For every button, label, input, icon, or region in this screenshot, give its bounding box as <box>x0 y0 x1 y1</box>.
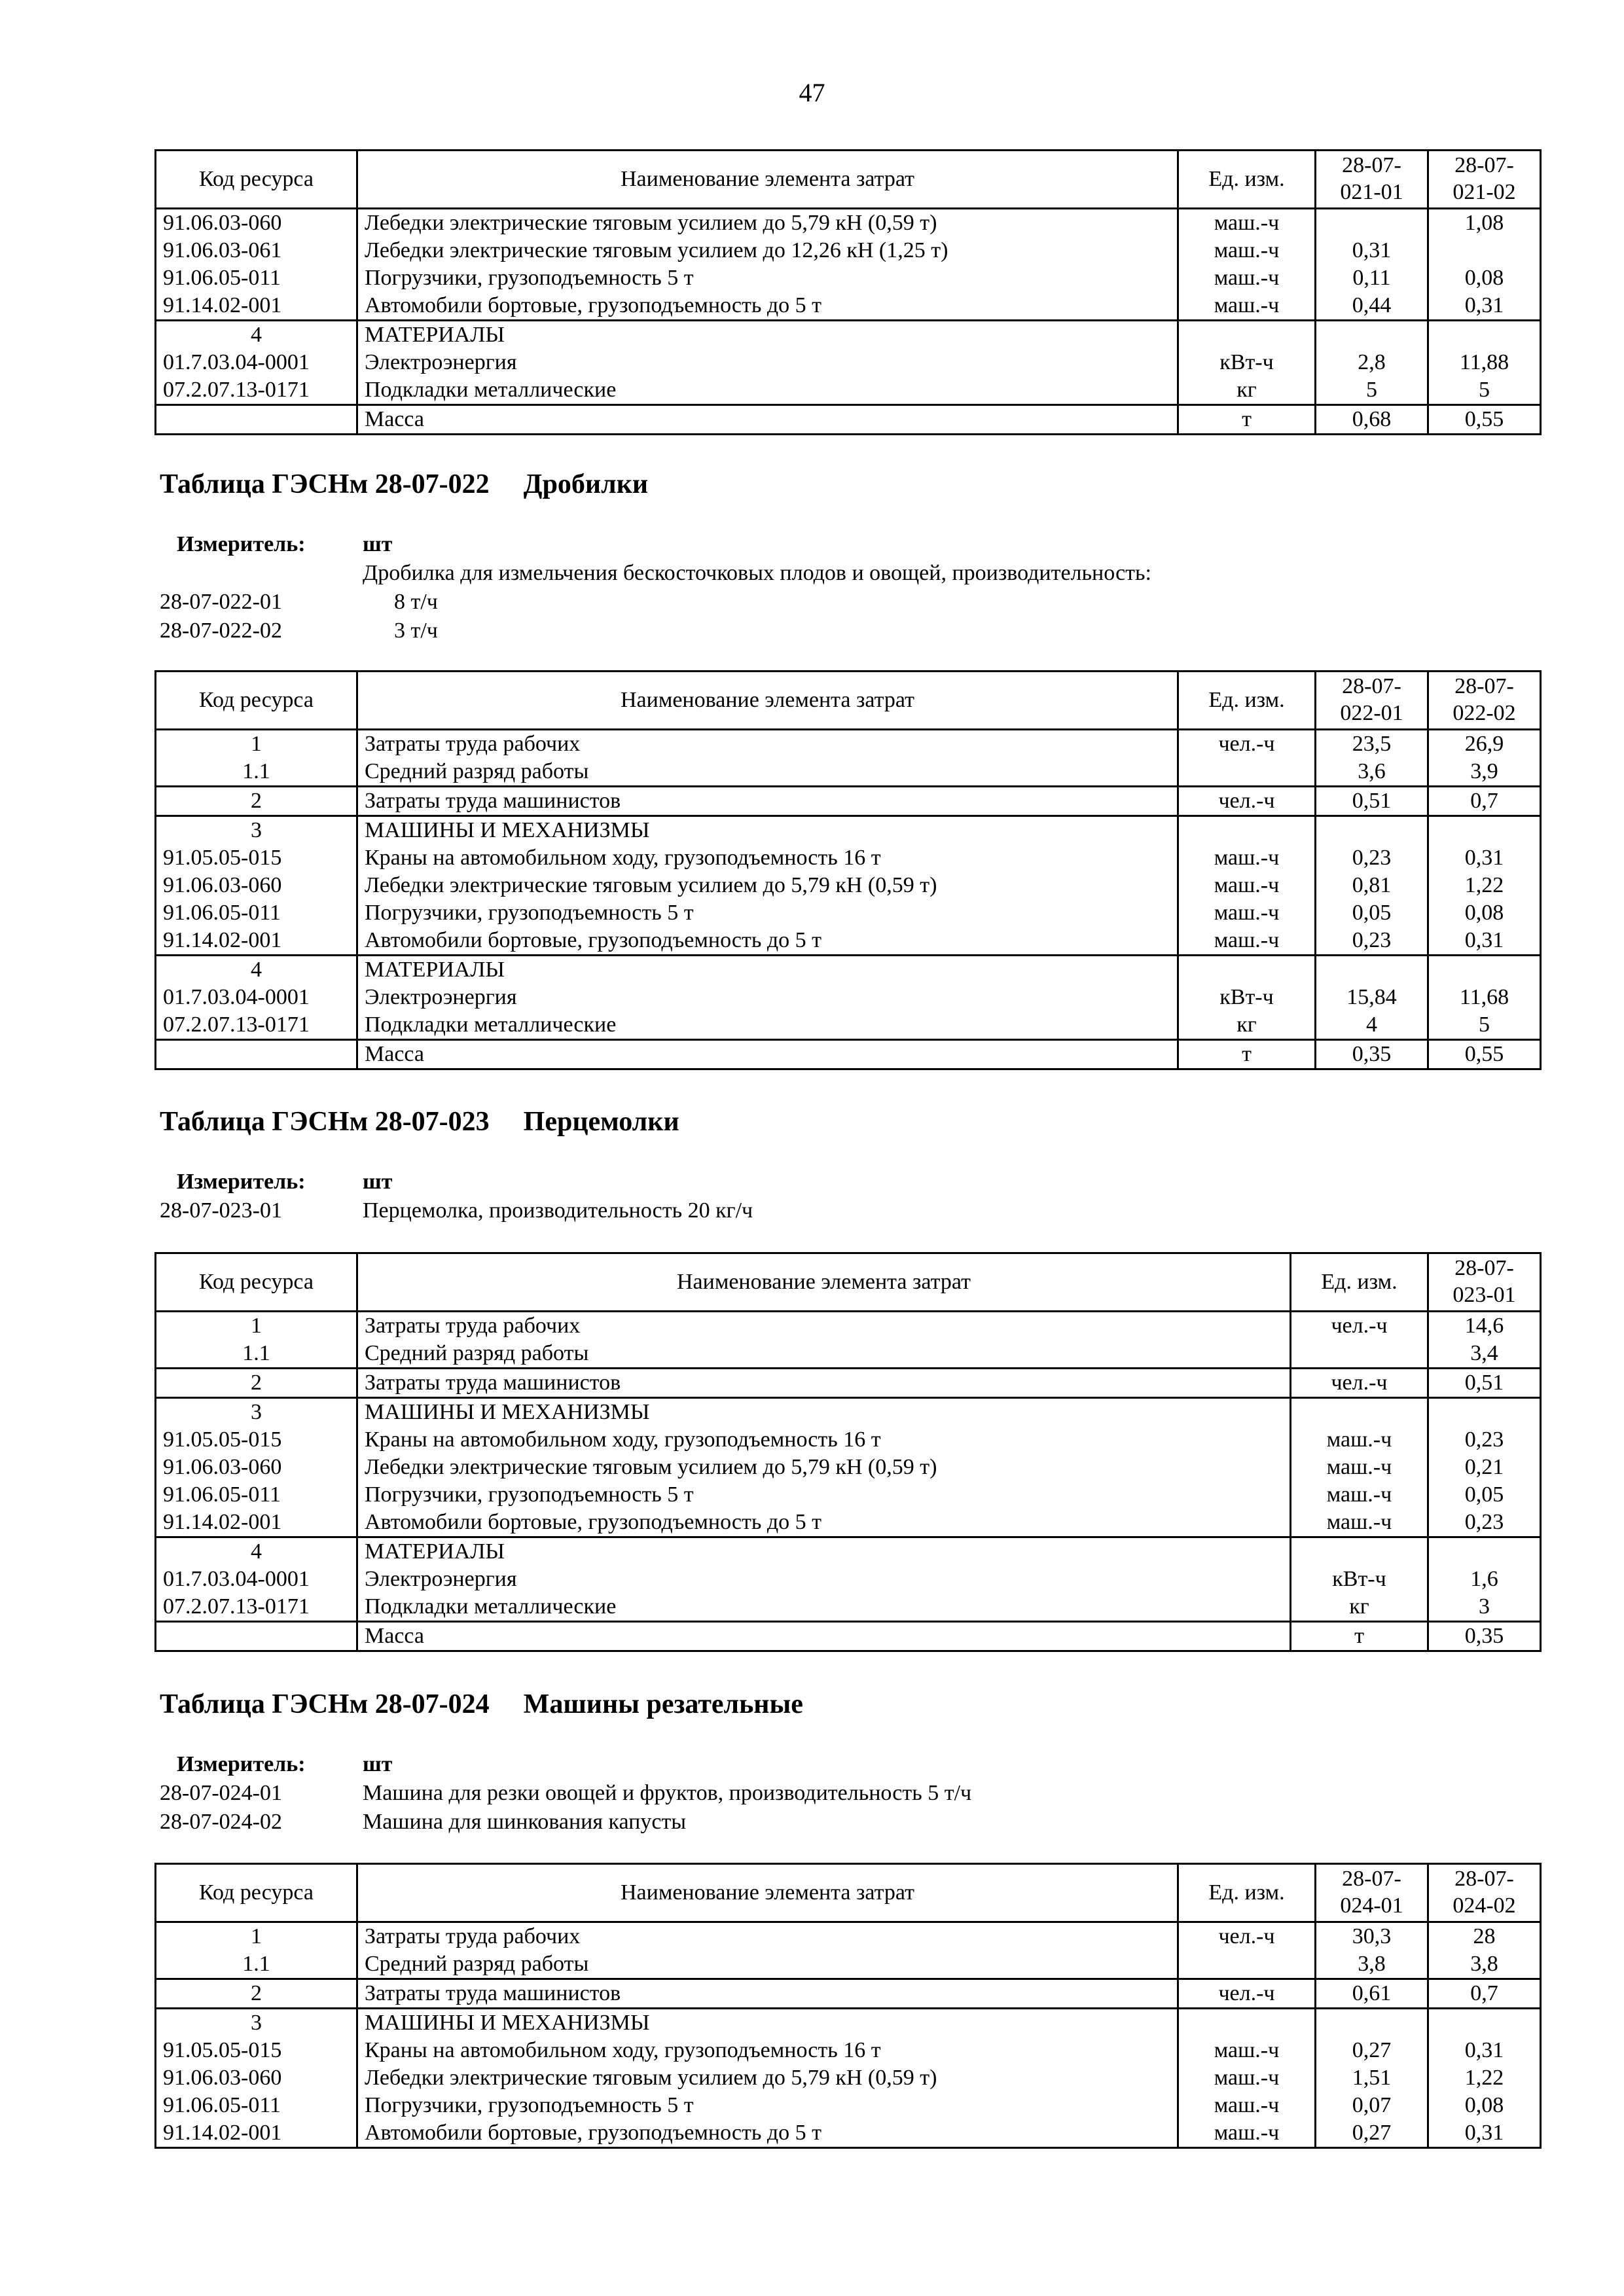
mass-row <box>156 1040 1541 1069</box>
cell-unit <box>1291 1398 1428 1427</box>
cell-name: Автомобили бортовые, грузоподъемность до 5 т <box>357 2119 1178 2148</box>
cell-code: 4 <box>156 956 357 984</box>
cell-code: 1.1 <box>156 1950 357 1979</box>
cell-code <box>156 405 357 435</box>
section-row-operators <box>156 1369 1541 1398</box>
cell-value <box>1428 237 1541 264</box>
cell-value: 0,05 <box>1316 899 1428 927</box>
table-row <box>156 2119 1541 2148</box>
cell-code: 1 <box>156 1312 357 1340</box>
header-name: Наименование элемента затрат <box>357 1864 1178 1922</box>
cell-code: 91.06.03-060 <box>156 209 357 238</box>
table-row <box>156 1950 1541 1979</box>
cell-unit: маш.-ч <box>1178 264 1316 292</box>
table-row <box>156 237 1541 264</box>
item-code: 28-07-022-02 <box>160 619 282 643</box>
cell-unit: т <box>1178 405 1316 435</box>
mass-row <box>156 405 1541 435</box>
cell-code: 91.06.03-061 <box>156 237 357 264</box>
section-row-labor <box>156 1312 1541 1340</box>
cell-unit: маш.-ч <box>1178 2064 1316 2092</box>
cell-unit: маш.-ч <box>1291 1454 1428 1481</box>
cell-value: 11,88 <box>1428 349 1541 376</box>
table-row <box>156 2037 1541 2064</box>
cell-value: 3,6 <box>1316 758 1428 787</box>
item-text: Машина для резки овощей и фруктов, производительность 5 т/ч <box>363 1781 972 1805</box>
cell-code: 1 <box>156 1922 357 1951</box>
cell-name: Затраты труда рабочих <box>357 1312 1291 1340</box>
table-row <box>156 1011 1541 1040</box>
cell-code: 2 <box>156 787 357 816</box>
cell-unit: маш.-ч <box>1178 844 1316 872</box>
cell-value: 14,6 <box>1428 1312 1541 1340</box>
cell-name: Лебедки электрические тяговым усилием до 5,79 кН (0,59 т) <box>357 872 1178 899</box>
header-unit: Ед. изм. <box>1178 672 1316 730</box>
mass-row <box>156 1622 1541 1651</box>
cell-code: 4 <box>156 1537 357 1566</box>
cell-name: Лебедки электрические тяговым усилием до 5,79 кН (0,59 т) <box>357 1454 1291 1481</box>
cell-name: Автомобили бортовые, грузоподъемность до 5 т <box>357 292 1178 321</box>
measure-label: Измеритель: <box>177 1170 306 1194</box>
cell-name: Масса <box>357 405 1178 435</box>
cell-value: 0,21 <box>1428 1454 1541 1481</box>
cell-value <box>1428 1537 1541 1566</box>
header-code: Код ресурса <box>156 1253 357 1312</box>
cell-value: 0,31 <box>1428 2119 1541 2148</box>
item-code: 28-07-024-01 <box>160 1781 282 1805</box>
cell-code: 07.2.07.13-0171 <box>156 1593 357 1622</box>
table-header <box>156 1864 1541 1922</box>
cell-name: Подкладки металлические <box>357 1593 1291 1622</box>
cell-unit <box>1291 1537 1428 1566</box>
table-row <box>156 1593 1541 1622</box>
table-row <box>156 899 1541 927</box>
cell-value: 0,51 <box>1428 1369 1541 1398</box>
cell-value: 0,31 <box>1428 844 1541 872</box>
table-28-07-024 <box>154 1863 1542 2149</box>
cell-value: 0,23 <box>1428 1509 1541 1537</box>
cell-value: 3,4 <box>1428 1340 1541 1369</box>
cell-code: 3 <box>156 816 357 845</box>
cell-value: 0,31 <box>1428 2037 1541 2064</box>
item-text: 3 т/ч <box>394 619 438 643</box>
table-row <box>156 984 1541 1011</box>
cell-value <box>1316 209 1428 238</box>
cell-name: МАТЕРИАЛЫ <box>357 956 1178 984</box>
cell-value: 11,68 <box>1428 984 1541 1011</box>
cell-name: Лебедки электрические тяговым усилием до 12,26 кН (1,25 т) <box>357 237 1178 264</box>
item-code: 28-07-022-01 <box>160 590 282 614</box>
cell-value <box>1316 321 1428 350</box>
table-row <box>156 1566 1541 1593</box>
cell-value <box>1316 816 1428 845</box>
header-col1: 28-07-023-01 <box>1428 1253 1541 1312</box>
cell-code: 3 <box>156 1398 357 1427</box>
cell-name: Средний разряд работы <box>357 1340 1291 1369</box>
cell-name: Погрузчики, грузоподъемность 5 т <box>357 264 1178 292</box>
cell-unit: кг <box>1291 1593 1428 1622</box>
cell-value: 0,35 <box>1316 1040 1428 1069</box>
cell-value <box>1428 1398 1541 1427</box>
cell-unit <box>1178 816 1316 845</box>
cell-name: МАШИНЫ И МЕХАНИЗМЫ <box>357 1398 1291 1427</box>
header-name: Наименование элемента затрат <box>357 672 1178 730</box>
cell-unit: чел.-ч <box>1178 730 1316 759</box>
cell-value: 0,44 <box>1316 292 1428 321</box>
cell-unit <box>1178 2009 1316 2037</box>
cell-value: 0,23 <box>1316 844 1428 872</box>
cell-value <box>1428 321 1541 350</box>
cell-name: Погрузчики, грузоподъемность 5 т <box>357 1481 1291 1509</box>
measure-description: Дробилка для измельчения бескосточковых плодов и овощей, производительность: <box>363 561 1151 585</box>
table-row <box>156 209 1541 238</box>
cell-name: Краны на автомобильном ходу, грузоподъемность 16 т <box>357 1426 1291 1454</box>
section-row-materials <box>156 1537 1541 1566</box>
cell-unit: кВт-ч <box>1178 349 1316 376</box>
cell-value: 3,8 <box>1316 1950 1428 1979</box>
table-28-07-022 <box>154 670 1542 1070</box>
item-text: Перцемолка, производительность 20 кг/ч <box>363 1198 753 1223</box>
section-row-materials <box>156 956 1541 984</box>
table-row <box>156 1426 1541 1454</box>
table-heading-023 <box>160 1106 679 1138</box>
cell-value: 0,31 <box>1428 292 1541 321</box>
cell-unit: маш.-ч <box>1178 927 1316 956</box>
header-unit: Ед. изм. <box>1291 1253 1428 1312</box>
cell-unit: чел.-ч <box>1291 1312 1428 1340</box>
section-row-machines <box>156 1398 1541 1427</box>
cell-value: 0,7 <box>1428 1979 1541 2009</box>
cell-value: 0,35 <box>1428 1622 1541 1651</box>
cell-name: Средний разряд работы <box>357 1950 1178 1979</box>
header-code: Код ресурса <box>156 151 357 209</box>
measure-unit: шт <box>363 1752 393 1776</box>
measure-label: Измеритель: <box>177 1752 306 1776</box>
cell-code: 1.1 <box>156 1340 357 1369</box>
cell-code: 91.06.05-011 <box>156 264 357 292</box>
cell-unit: маш.-ч <box>1178 292 1316 321</box>
table-row <box>156 349 1541 376</box>
cell-value: 3,9 <box>1428 758 1541 787</box>
cell-value: 0,08 <box>1428 899 1541 927</box>
cell-value: 0,81 <box>1316 872 1428 899</box>
cell-value: 1,51 <box>1316 2064 1428 2092</box>
table-title: Таблица ГЭСНм 28-07-023 <box>160 1107 490 1137</box>
cell-value: 1,6 <box>1428 1566 1541 1593</box>
cell-value: 30,3 <box>1316 1922 1428 1951</box>
cell-value: 0,11 <box>1316 264 1428 292</box>
table-row <box>156 844 1541 872</box>
cell-name: Краны на автомобильном ходу, грузоподъемность 16 т <box>357 844 1178 872</box>
table-row <box>156 264 1541 292</box>
cell-name: Затраты труда машинистов <box>357 1979 1178 2009</box>
cell-value <box>1316 956 1428 984</box>
header-unit: Ед. изм. <box>1178 151 1316 209</box>
measure-unit: шт <box>363 1170 393 1194</box>
cell-value: 3 <box>1428 1593 1541 1622</box>
cell-code: 91.05.05-015 <box>156 1426 357 1454</box>
cell-name: Затраты труда машинистов <box>357 787 1178 816</box>
table-row <box>156 1509 1541 1537</box>
cell-value: 5 <box>1428 376 1541 405</box>
cell-unit <box>1291 1340 1428 1369</box>
cell-code <box>156 1040 357 1069</box>
table-row <box>156 292 1541 321</box>
table-28-07-021 <box>154 149 1542 435</box>
cell-value: 28 <box>1428 1922 1541 1951</box>
cell-code: 01.7.03.04-0001 <box>156 1566 357 1593</box>
cell-value <box>1428 956 1541 984</box>
cell-name: Лебедки электрические тяговым усилием до 5,79 кН (0,59 т) <box>357 2064 1178 2092</box>
measure-unit: шт <box>363 532 393 556</box>
header-col1: 28-07-024-01 <box>1316 1864 1428 1922</box>
cell-value: 5 <box>1316 376 1428 405</box>
cell-name: Электроэнергия <box>357 984 1178 1011</box>
cell-value: 1,22 <box>1428 872 1541 899</box>
cell-name: Электроэнергия <box>357 1566 1291 1593</box>
table-title: Таблица ГЭСНм 28-07-022 <box>160 469 490 499</box>
cell-value: 0,55 <box>1428 405 1541 435</box>
cell-code: 01.7.03.04-0001 <box>156 349 357 376</box>
cell-name: Лебедки электрические тяговым усилием до 5,79 кН (0,59 т) <box>357 209 1178 238</box>
header-col2: 28-07-024-02 <box>1428 1864 1541 1922</box>
cell-name: Краны на автомобильном ходу, грузоподъемность 16 т <box>357 2037 1178 2064</box>
cell-unit <box>1178 1950 1316 1979</box>
cell-name: Масса <box>357 1622 1291 1651</box>
cell-value: 15,84 <box>1316 984 1428 1011</box>
header-col1: 28-07-022-01 <box>1316 672 1428 730</box>
cell-code: 91.14.02-001 <box>156 927 357 956</box>
header-col2: 28-07-021-02 <box>1428 151 1541 209</box>
table-row <box>156 1340 1541 1369</box>
cell-value: 0,55 <box>1428 1040 1541 1069</box>
cell-value <box>1316 2009 1428 2037</box>
cell-name: Электроэнергия <box>357 349 1178 376</box>
cell-unit <box>1178 321 1316 350</box>
table-28-07-023 <box>154 1252 1542 1652</box>
cell-unit: кВт-ч <box>1291 1566 1428 1593</box>
table-row <box>156 758 1541 787</box>
cell-unit: т <box>1178 1040 1316 1069</box>
cell-value: 0,68 <box>1316 405 1428 435</box>
cell-value: 0,51 <box>1316 787 1428 816</box>
cell-value: 5 <box>1428 1011 1541 1040</box>
cell-code: 4 <box>156 321 357 350</box>
cell-unit: чел.-ч <box>1178 1922 1316 1951</box>
cell-unit: маш.-ч <box>1291 1426 1428 1454</box>
cell-code: 07.2.07.13-0171 <box>156 376 357 405</box>
cell-code <box>156 1622 357 1651</box>
cell-unit: чел.-ч <box>1178 787 1316 816</box>
cell-value: 1,22 <box>1428 2064 1541 2092</box>
table-row <box>156 2092 1541 2119</box>
cell-unit: маш.-ч <box>1291 1509 1428 1537</box>
cell-code: 91.06.05-011 <box>156 2092 357 2119</box>
table-name: Машины резательные <box>523 1689 803 1719</box>
header-code: Код ресурса <box>156 672 357 730</box>
cell-unit: маш.-ч <box>1178 2119 1316 2148</box>
table-row <box>156 376 1541 405</box>
cell-code: 2 <box>156 1979 357 2009</box>
cell-code: 1.1 <box>156 758 357 787</box>
section-row-operators <box>156 1979 1541 2009</box>
cell-code: 91.05.05-015 <box>156 2037 357 2064</box>
item-text: Машина для шинкования капусты <box>363 1810 687 1834</box>
cell-unit: маш.-ч <box>1178 2037 1316 2064</box>
cell-value: 23,5 <box>1316 730 1428 759</box>
section-row-operators <box>156 787 1541 816</box>
cell-unit <box>1178 758 1316 787</box>
table-name: Перцемолки <box>523 1107 679 1137</box>
cell-name: Затраты труда машинистов <box>357 1369 1291 1398</box>
cell-code: 91.14.02-001 <box>156 1509 357 1537</box>
cell-name: МАТЕРИАЛЫ <box>357 1537 1291 1566</box>
page-number: 47 <box>799 78 825 107</box>
table-heading-022 <box>160 469 648 500</box>
item-code: 28-07-024-02 <box>160 1810 282 1834</box>
header-col1: 28-07-021-01 <box>1316 151 1428 209</box>
cell-code: 2 <box>156 1369 357 1398</box>
cell-code: 91.06.03-060 <box>156 2064 357 2092</box>
cell-value: 0,31 <box>1316 237 1428 264</box>
cell-value: 0,08 <box>1428 264 1541 292</box>
cell-value <box>1428 816 1541 845</box>
cell-unit: чел.-ч <box>1178 1979 1316 2009</box>
measure-label: Измеритель: <box>177 532 306 556</box>
cell-name: МАШИНЫ И МЕХАНИЗМЫ <box>357 816 1178 845</box>
table-header <box>156 1253 1541 1312</box>
cell-value: 0,07 <box>1316 2092 1428 2119</box>
section-row-labor <box>156 730 1541 759</box>
header-col2: 28-07-022-02 <box>1428 672 1541 730</box>
cell-code: 1 <box>156 730 357 759</box>
cell-unit: маш.-ч <box>1178 237 1316 264</box>
table-heading-024 <box>160 1689 803 1720</box>
cell-code: 91.06.03-060 <box>156 872 357 899</box>
cell-name: Погрузчики, грузоподъемность 5 т <box>357 899 1178 927</box>
cell-unit: маш.-ч <box>1178 2092 1316 2119</box>
cell-value: 0,05 <box>1428 1481 1541 1509</box>
table-row <box>156 1481 1541 1509</box>
table-header <box>156 151 1541 209</box>
cell-name: Автомобили бортовые, грузоподъемность до 5 т <box>357 927 1178 956</box>
cell-name: Подкладки металлические <box>357 1011 1178 1040</box>
cell-unit: кг <box>1178 376 1316 405</box>
cell-value: 3,8 <box>1428 1950 1541 1979</box>
cell-name: Затраты труда рабочих <box>357 730 1178 759</box>
cell-value: 1,08 <box>1428 209 1541 238</box>
table-row <box>156 2064 1541 2092</box>
table-row <box>156 927 1541 956</box>
cell-value: 0,7 <box>1428 787 1541 816</box>
cell-code: 91.06.05-011 <box>156 1481 357 1509</box>
cell-value: 0,31 <box>1428 927 1541 956</box>
cell-value: 0,23 <box>1316 927 1428 956</box>
cell-code: 3 <box>156 2009 357 2037</box>
cell-value: 0,27 <box>1316 2119 1428 2148</box>
cell-unit: маш.-ч <box>1178 209 1316 238</box>
cell-value: 0,61 <box>1316 1979 1428 2009</box>
section-row-materials <box>156 321 1541 350</box>
item-text: 8 т/ч <box>394 590 438 614</box>
cell-value: 0,23 <box>1428 1426 1541 1454</box>
cell-unit: маш.-ч <box>1178 899 1316 927</box>
cell-value <box>1428 2009 1541 2037</box>
cell-name: Автомобили бортовые, грузоподъемность до 5 т <box>357 1509 1291 1537</box>
table-row <box>156 872 1541 899</box>
item-code: 28-07-023-01 <box>160 1198 282 1223</box>
cell-name: Погрузчики, грузоподъемность 5 т <box>357 2092 1178 2119</box>
cell-code: 01.7.03.04-0001 <box>156 984 357 1011</box>
cell-code: 91.14.02-001 <box>156 2119 357 2148</box>
cell-code: 07.2.07.13-0171 <box>156 1011 357 1040</box>
cell-unit: маш.-ч <box>1178 872 1316 899</box>
header-name: Наименование элемента затрат <box>357 151 1178 209</box>
header-unit: Ед. изм. <box>1178 1864 1316 1922</box>
cell-code: 91.06.05-011 <box>156 899 357 927</box>
section-row-machines <box>156 2009 1541 2037</box>
cell-unit: кг <box>1178 1011 1316 1040</box>
section-row-labor <box>156 1922 1541 1951</box>
cell-unit: чел.-ч <box>1291 1369 1428 1398</box>
cell-name: Масса <box>357 1040 1178 1069</box>
cell-unit: маш.-ч <box>1291 1481 1428 1509</box>
table-title: Таблица ГЭСНм 28-07-024 <box>160 1689 490 1719</box>
cell-unit <box>1178 956 1316 984</box>
cell-code: 91.06.03-060 <box>156 1454 357 1481</box>
section-row-machines <box>156 816 1541 845</box>
cell-value: 0,27 <box>1316 2037 1428 2064</box>
cell-name: Затраты труда рабочих <box>357 1922 1178 1951</box>
cell-name: МАТЕРИАЛЫ <box>357 321 1178 350</box>
cell-unit: т <box>1291 1622 1428 1651</box>
cell-code: 91.05.05-015 <box>156 844 357 872</box>
cell-value: 4 <box>1316 1011 1428 1040</box>
table-row <box>156 1454 1541 1481</box>
table-header <box>156 672 1541 730</box>
cell-code: 91.14.02-001 <box>156 292 357 321</box>
cell-value: 0,08 <box>1428 2092 1541 2119</box>
header-code: Код ресурса <box>156 1864 357 1922</box>
header-name: Наименование элемента затрат <box>357 1253 1291 1312</box>
cell-name: МАШИНЫ И МЕХАНИЗМЫ <box>357 2009 1178 2037</box>
cell-name: Средний разряд работы <box>357 758 1178 787</box>
table-name: Дробилки <box>523 469 649 499</box>
cell-value: 2,8 <box>1316 349 1428 376</box>
cell-value: 26,9 <box>1428 730 1541 759</box>
cell-name: Подкладки металлические <box>357 376 1178 405</box>
cell-unit: кВт-ч <box>1178 984 1316 1011</box>
